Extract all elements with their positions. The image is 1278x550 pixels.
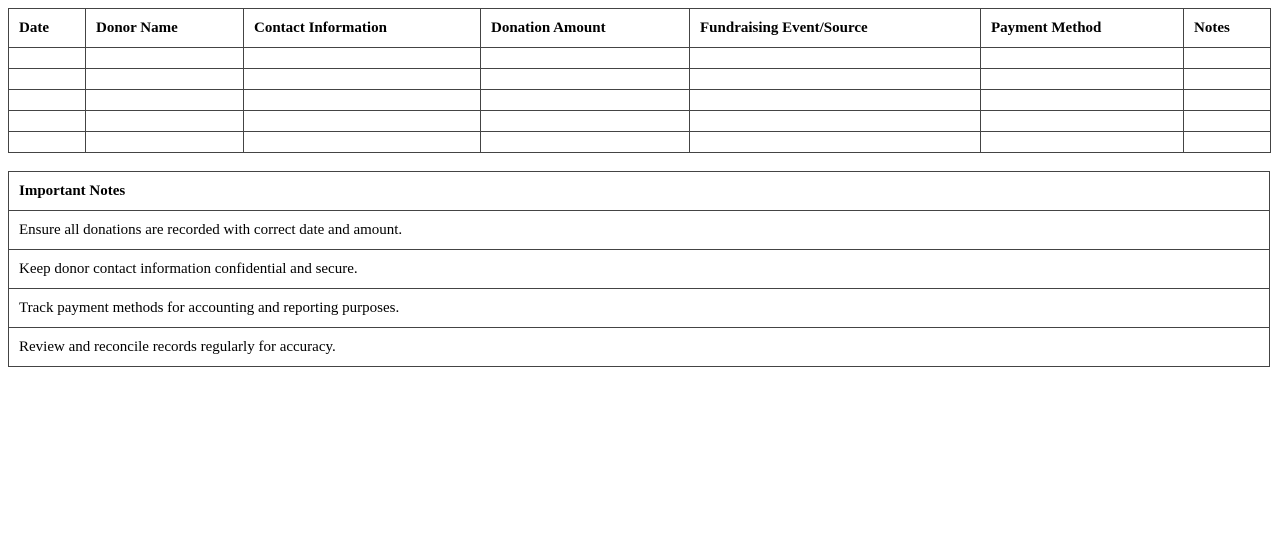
cell-notes[interactable] (1184, 111, 1271, 132)
cell-donor-name[interactable] (86, 69, 244, 90)
cell-donor-name[interactable] (86, 132, 244, 153)
cell-donation-amount[interactable] (481, 48, 690, 69)
table-row (9, 90, 1271, 111)
notes-row (9, 289, 1270, 328)
table-header-row (9, 9, 1271, 48)
cell-notes[interactable] (1184, 90, 1271, 111)
cell-contact-information[interactable] (244, 69, 481, 90)
cell-fundraising-event-source[interactable] (690, 69, 981, 90)
table-row (9, 132, 1271, 153)
table-row (9, 111, 1271, 132)
cell-payment-method[interactable] (981, 69, 1184, 90)
cell-payment-method[interactable] (981, 48, 1184, 69)
cell-payment-method[interactable] (981, 90, 1184, 111)
notes-title: Important Notes (9, 172, 1270, 211)
cell-fundraising-event-source[interactable] (690, 48, 981, 69)
cell-payment-method[interactable] (981, 111, 1184, 132)
cell-notes[interactable] (1184, 69, 1271, 90)
cell-donor-name[interactable] (86, 90, 244, 111)
cell-date[interactable] (9, 48, 86, 69)
cell-fundraising-event-source[interactable] (690, 111, 981, 132)
cell-donor-name[interactable] (86, 111, 244, 132)
cell-donor-name[interactable] (86, 48, 244, 69)
cell-fundraising-event-source[interactable] (690, 132, 981, 153)
cell-date[interactable] (9, 69, 86, 90)
donation-log-table (8, 8, 1271, 153)
cell-contact-information[interactable] (244, 48, 481, 69)
notes-row (9, 250, 1270, 289)
cell-fundraising-event-source[interactable] (690, 90, 981, 111)
cell-donation-amount[interactable] (481, 90, 690, 111)
cell-contact-information[interactable] (244, 90, 481, 111)
column-header-fundraising-event-source: Fundraising Event/Source (690, 9, 981, 48)
cell-contact-information[interactable] (244, 111, 481, 132)
cell-donation-amount[interactable] (481, 111, 690, 132)
cell-donation-amount[interactable] (481, 69, 690, 90)
notes-row (9, 328, 1270, 367)
cell-notes[interactable] (1184, 132, 1271, 153)
cell-date[interactable] (9, 111, 86, 132)
column-header-donation-amount: Donation Amount (481, 9, 690, 48)
column-header-date: Date (9, 9, 86, 48)
cell-payment-method[interactable] (981, 132, 1184, 153)
notes-row (9, 211, 1270, 250)
column-header-contact-information: Contact Information (244, 9, 481, 48)
cell-date[interactable] (9, 90, 86, 111)
cell-contact-information[interactable] (244, 132, 481, 153)
cell-donation-amount[interactable] (481, 132, 690, 153)
column-header-notes: Notes (1184, 9, 1271, 48)
note-item: Ensure all donations are recorded with correct date and amount. (9, 211, 1270, 250)
note-item: Keep donor contact information confidential and secure. (9, 250, 1270, 289)
note-item: Review and reconcile records regularly for accuracy. (9, 328, 1270, 367)
column-header-donor-name: Donor Name (86, 9, 244, 48)
table-row (9, 69, 1271, 90)
cell-notes[interactable] (1184, 48, 1271, 69)
cell-date[interactable] (9, 132, 86, 153)
table-row (9, 48, 1271, 69)
column-header-payment-method: Payment Method (981, 9, 1184, 48)
important-notes-table (8, 171, 1270, 367)
notes-header-row (9, 172, 1270, 211)
note-item: Track payment methods for accounting and reporting purposes. (9, 289, 1270, 328)
